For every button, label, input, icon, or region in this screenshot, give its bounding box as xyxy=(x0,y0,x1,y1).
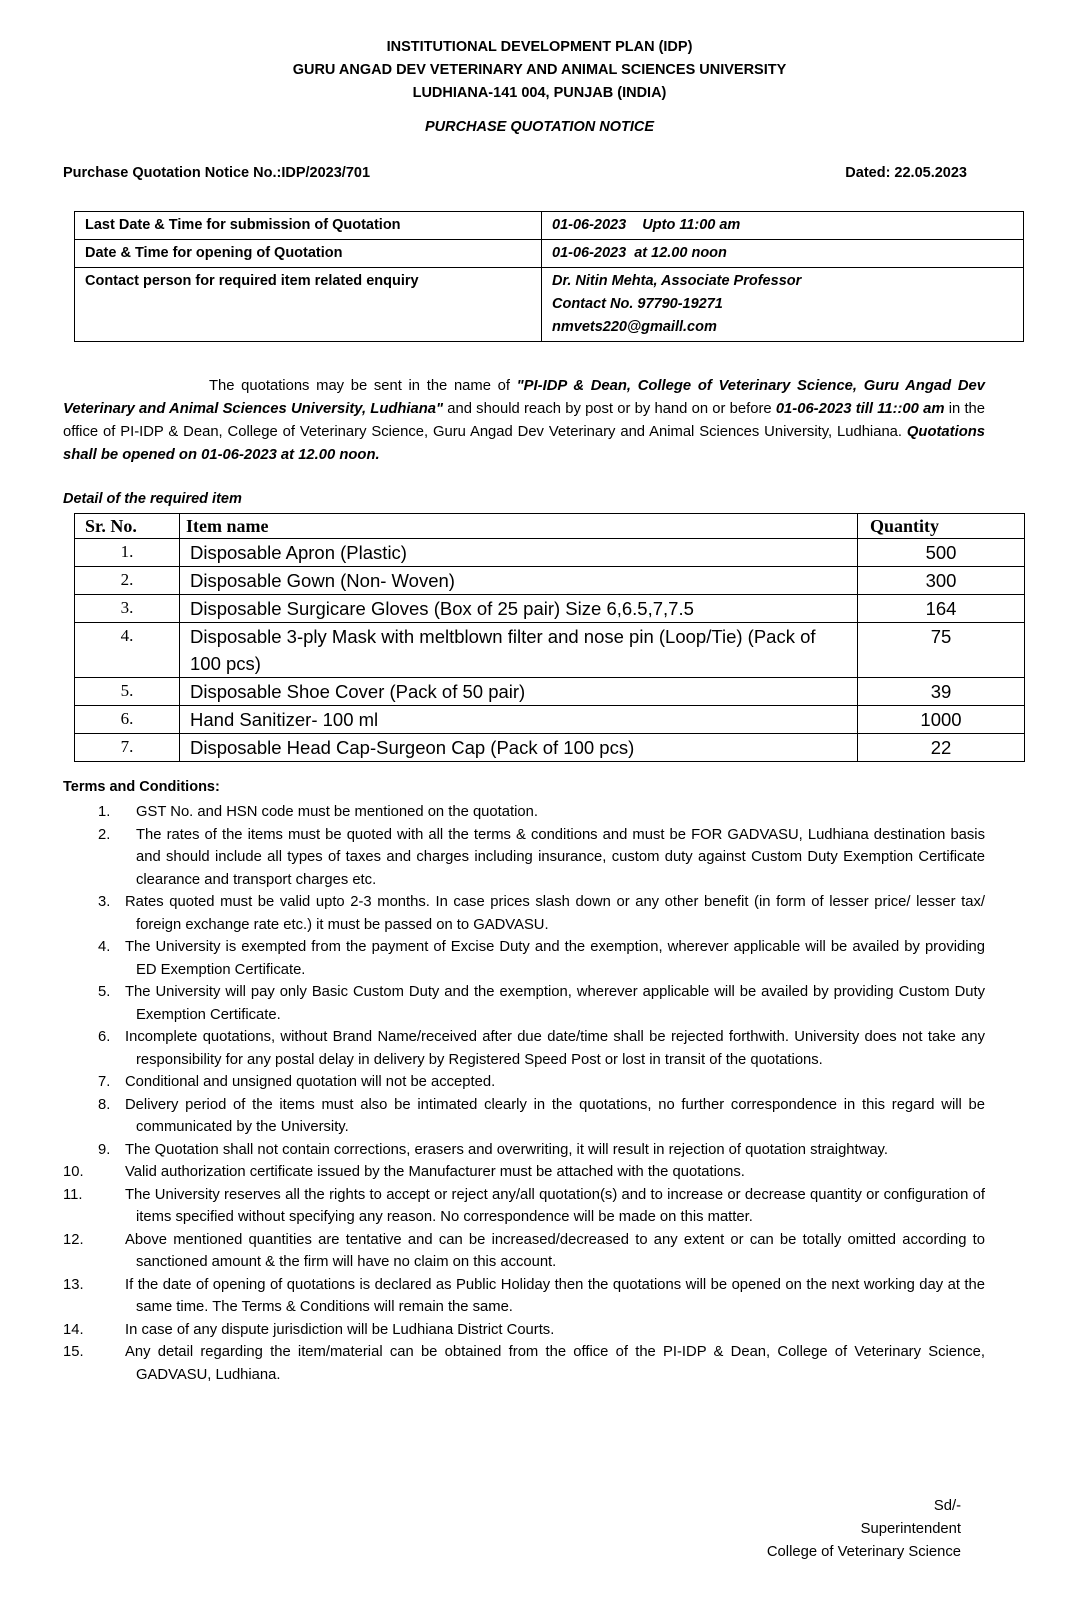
item-sr: 5. xyxy=(75,678,180,706)
list-item: 13. If the date of opening of quotations is declared as Public Holiday then the quotations will be opened on the next working day at the same time. The Terms & Conditions will remain the same. xyxy=(63,1276,985,1315)
item-sr: 1. xyxy=(75,539,180,567)
contact-name: Dr. Nitin Mehta, Associate Professor xyxy=(552,273,802,289)
item-sr: 2. xyxy=(75,567,180,595)
list-item: 7. Conditional and unsigned quotation will not be accepted. xyxy=(98,1074,496,1090)
item-sr: 4. xyxy=(75,623,180,678)
list-item: 6. Incomplete quotations, without Brand Name/received after due date/time shall be rejected forthwith. University does not take any responsibility for any postal delay in delivery by Registered Speed Post or lost in transit of the quotations. xyxy=(98,1029,985,1068)
notice-title: PURCHASE QUOTATION NOTICE xyxy=(424,119,655,135)
item-qty: 164 xyxy=(858,595,1025,623)
items-table xyxy=(74,513,1025,762)
item-name: Disposable 3-ply Mask with meltblown filter and nose pin (Loop/Tie) (Pack of 100 pcs) xyxy=(180,623,858,678)
list-item: 14. In case of any dispute jurisdiction will be Ludhiana District Courts. xyxy=(63,1321,555,1338)
signature-mark: Sd/- xyxy=(933,1498,961,1514)
header-line-1: INSTITUTIONAL DEVELOPMENT PLAN (IDP) xyxy=(386,39,693,55)
list-item: 11. The University reserves all the rights to accept or reject any/all quotation(s) and to increase or decrease quantity or configuration of items specified without specifying any reason. No correspondence will be made on this matter. xyxy=(63,1186,985,1225)
header-line-2: GURU ANGAD DEV VETERINARY AND ANIMAL SCIENCES UNIVERSITY xyxy=(292,62,787,78)
header-item-name: Item name xyxy=(180,514,858,539)
item-qty: 1000 xyxy=(858,706,1025,734)
header-sr-no: Sr. No. xyxy=(75,514,180,539)
table-row xyxy=(75,567,1025,595)
schedule-label: Date & Time for opening of Quotation xyxy=(75,240,542,268)
list-item: 9. The Quotation shall not contain corrections, erasers and overwriting, it will result in rejection of quotation straightway. xyxy=(98,1141,888,1158)
item-name: Disposable Gown (Non- Woven) xyxy=(180,567,858,595)
item-qty: 22 xyxy=(858,734,1025,762)
table-row xyxy=(75,678,1025,706)
item-name: Hand Sanitizer- 100 ml xyxy=(180,706,858,734)
items-heading: Detail of the required item xyxy=(63,491,242,507)
list-item: 3. Rates quoted must be valid upto 2-3 months. In case prices slash down or any other benefit (in form of lesser price/ lesser tax/ foreign exchange rate etc.) it must be passed on to GADVASU. xyxy=(98,894,985,933)
schedule-table xyxy=(74,211,1024,342)
list-item: 4. The University is exempted from the payment of Excise Duty and the exemption, wherever applicable will be availed by providing ED Exemption Certificate. xyxy=(98,939,985,978)
list-item: 2. The rates of the items must be quoted with all the terms & conditions and must be FOR GADVASU, Ludhiana destination basis and should include all types of taxes and charges including insurance, custom duty against Custom Duty Exemption Certificate clearance and transport charges etc. xyxy=(98,826,985,888)
list-item: 15. Any detail regarding the item/material can be obtained from the office of the PI-IDP & Dean, College of Veterinary Science, GADVASU, Ludhiana. xyxy=(63,1344,985,1383)
item-sr: 3. xyxy=(75,595,180,623)
contact-phone: Contact No. 97790-19271 xyxy=(552,296,723,312)
notice-date: Dated: 22.05.2023 xyxy=(845,165,967,181)
item-qty: 300 xyxy=(858,567,1025,595)
header-quantity: Quantity xyxy=(858,514,1025,539)
schedule-row xyxy=(75,240,1024,268)
signatory-title: Superintendent xyxy=(860,1521,961,1537)
table-row xyxy=(75,623,1025,678)
item-name: Disposable Head Cap-Surgeon Cap (Pack of 100 pcs) xyxy=(180,734,858,762)
item-name: Disposable Shoe Cover (Pack of 50 pair) xyxy=(180,678,858,706)
schedule-value: 01-06-2023 Upto 11:00 am xyxy=(542,212,1024,240)
table-row xyxy=(75,734,1025,762)
table-row xyxy=(75,539,1025,567)
schedule-label: Last Date & Time for submission of Quotation xyxy=(75,212,542,240)
schedule-row xyxy=(75,212,1024,240)
list-item: 12. Above mentioned quantities are tentative and can be increased/decreased to any extent or can be totally omitted according to sanctioned amount & the firm will have no claim on this account. xyxy=(63,1231,985,1270)
terms-heading: Terms and Conditions: xyxy=(63,779,220,795)
list-item: 10. Valid authorization certificate issued by the Manufacturer must be attached with the quotations. xyxy=(63,1164,745,1180)
list-item: 8. Delivery period of the items must also be intimated clearly in the quotations, no further correspondence in this regard will be communicated by the University. xyxy=(98,1096,985,1135)
schedule-label: Contact person for required item related enquiry xyxy=(75,268,542,342)
instructions-paragraph: The quotations may be sent in the name of "PI-IDP & Dean, College of Veterinary Science, Guru Angad Dev Veterinary and Animal Sciences University, Ludhiana" and should reach by post or by hand on or before 01-06-2023 till 11::00 am in the office of PI-IDP & Dean, College of Veterinary Science, Guru Angad Dev Veterinary and Animal Sciences University, Ludhiana. Quotations shall be opened on 01-06-2023 at 12.00 noon. xyxy=(63,378,986,463)
items-header-row xyxy=(75,514,1025,539)
item-qty: 500 xyxy=(858,539,1025,567)
item-name: Disposable Surgicare Gloves (Box of 25 pair) Size 6,6.5,7,7.5 xyxy=(180,595,858,623)
schedule-value xyxy=(542,268,1024,342)
item-qty: 39 xyxy=(858,678,1025,706)
list-item: 5. The University will pay only Basic Custom Duty and the exemption, wherever applicable will be availed by providing Custom Duty Exemption Certificate. xyxy=(98,984,985,1023)
contact-email: nmvets220@gmaill.com xyxy=(552,319,717,335)
terms-list xyxy=(63,801,985,1386)
signature-block xyxy=(767,1495,961,1564)
list-item: 1. GST No. and HSN code must be mentioned on the quotation. xyxy=(98,804,538,820)
schedule-row xyxy=(75,268,1024,342)
header-line-3: LUDHIANA-141 004, PUNJAB (INDIA) xyxy=(412,85,667,101)
table-row xyxy=(75,706,1025,734)
signatory-office: College of Veterinary Science xyxy=(766,1544,961,1560)
schedule-value: 01-06-2023 at 12.00 noon xyxy=(542,240,1024,268)
item-qty: 75 xyxy=(858,623,1025,678)
item-name: Disposable Apron (Plastic) xyxy=(180,539,858,567)
table-row xyxy=(75,595,1025,623)
item-sr: 7. xyxy=(75,734,180,762)
item-sr: 6. xyxy=(75,706,180,734)
notice-number: Purchase Quotation Notice No.:IDP/2023/701 xyxy=(63,165,371,181)
